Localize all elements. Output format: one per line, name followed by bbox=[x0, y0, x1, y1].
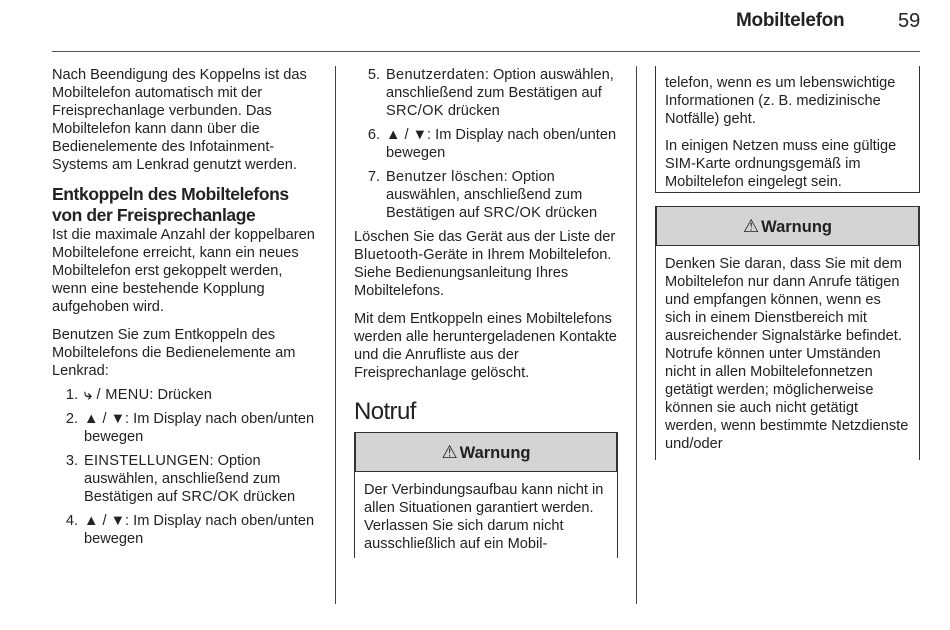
warning-box-continuation bbox=[655, 66, 920, 193]
page-number: 59 bbox=[898, 10, 921, 32]
column-2 bbox=[354, 66, 622, 392]
list-item bbox=[354, 168, 622, 222]
warning-label: Warnung bbox=[761, 218, 832, 236]
step-text: drücken bbox=[443, 103, 500, 119]
paragraph-unpair-instructions: Benutzen Sie zum Entkoppeln des Mobiltelefons die Bedienelemente am Lenkrad: bbox=[52, 327, 296, 379]
warning-box-notruf bbox=[354, 432, 618, 558]
step-number: 2. bbox=[65, 411, 78, 427]
section-heading-entkoppeln: Entkoppeln des Mobiltelefons von der Freisprechanlage bbox=[52, 184, 289, 225]
warning-header bbox=[656, 206, 919, 246]
step-number: 1. bbox=[65, 387, 78, 403]
button-label: SRC/OK bbox=[483, 205, 542, 221]
step-text: ▲ / ▼: Im Display nach oben/unten bewegen bbox=[84, 411, 315, 445]
intro-paragraph: Nach Beendigung des Koppelns ist das Mobiltelefon automatisch mit der Freisprechanlage verbunden. Das Mobiltelefon kann dann über die Bedienelemente des Infotainment-Systems am Lenkrad genutzt werden. bbox=[52, 67, 307, 173]
step-number: 3. bbox=[65, 453, 78, 469]
sim-card-text: In einigen Netzen muss eine gültige SIM-Karte ordnungsgemäß im Mobiltelefon eingelegt sein. bbox=[665, 138, 897, 190]
menu-key-label: / MENU bbox=[92, 387, 150, 403]
button-label: SRC/OK bbox=[386, 103, 444, 119]
continuation-text: telefon, wenn es um lebenswichtige Informationen (z. B. medizinische Notfälle) geht. bbox=[665, 75, 896, 127]
list-item bbox=[354, 66, 622, 120]
step-text: drücken bbox=[541, 205, 598, 221]
paragraph-contacts-deleted: Mit dem Entkoppeln eines Mobiltelefons werden alle heruntergeladenen Kontakte und die Anrufliste aus der Freisprechanlage gelöscht. bbox=[354, 311, 617, 381]
step-number: 7. bbox=[367, 169, 380, 185]
column-divider-2 bbox=[636, 66, 637, 604]
column-1 bbox=[52, 66, 320, 554]
list-item bbox=[52, 452, 320, 506]
warning-triangle-icon: ⚠ bbox=[441, 442, 458, 462]
warning-text: Denken Sie daran, dass Sie mit dem Mobiltelefon nur dann Anrufe tätigen und empfangen können, wenn es sich in einem Dienstbereich mit ausreichender Signalstärke befindet. Notrufe können unter Umständen nicht in allen Mobiltelefonnetzen getätigt werden; möglicherweise können sie auch nicht getätigt werden, wenn bestimmte Netzdienste und/oder bbox=[665, 256, 909, 452]
warning-box-signal bbox=[655, 206, 920, 460]
option-label: Benutzerdaten bbox=[386, 67, 485, 83]
step-text: : Option auswählen, anschließend zum Bestätigen auf bbox=[386, 169, 583, 221]
unpair-steps-list bbox=[52, 386, 320, 548]
phone-icon: ⤷ bbox=[84, 387, 93, 403]
warning-label: Warnung bbox=[459, 444, 531, 462]
step-number: 5. bbox=[367, 67, 380, 83]
step-text: : Drücken bbox=[149, 387, 212, 403]
section-heading-notruf: Notruf bbox=[354, 398, 416, 425]
button-label: SRC/OK bbox=[181, 489, 240, 505]
chapter-title: Mobiltelefon bbox=[736, 10, 845, 31]
warning-triangle-icon: ⚠ bbox=[742, 216, 760, 236]
paragraph-max-pairing: Ist die maximale Anzahl der koppelbaren Mobiltelefone erreicht, kann ein neues Mobiltelefon erst gekoppelt werden, wenn eine bestehende Kopplung aufgehoben wird. bbox=[52, 227, 315, 315]
bluetooth-label: Bluetooth bbox=[354, 247, 419, 263]
header-rule bbox=[52, 51, 920, 52]
list-item bbox=[52, 386, 320, 404]
step-text: drücken bbox=[239, 489, 296, 505]
list-item bbox=[52, 410, 320, 446]
warning-text: Der Verbindungsaufbau kann nicht in allen Situationen garantiert werden. Verlassen Sie sich darum nicht ausschließlich auf ein Mobil- bbox=[364, 482, 604, 552]
unpair-steps-list-continued bbox=[354, 66, 622, 222]
list-item bbox=[354, 126, 622, 162]
step-number: 4. bbox=[65, 513, 78, 529]
paragraph-delete-device: Löschen Sie das Gerät aus der Liste der Bluetooth-Geräte in Ihrem Mobiltelefon. Siehe Bedienungsanleitung Ihres Mobiltelefons. bbox=[354, 229, 616, 299]
step-text: ▲ / ▼: Im Display nach oben/unten bewegen bbox=[84, 513, 315, 547]
option-label: Benutzer löschen bbox=[386, 169, 504, 185]
list-item bbox=[52, 512, 320, 548]
warning-header bbox=[355, 432, 617, 472]
option-label: EINSTELLUNGEN bbox=[84, 453, 210, 469]
step-number: 6. bbox=[367, 127, 380, 143]
step-text: : Option auswählen, anschließend zum Bestätigen auf bbox=[84, 453, 281, 505]
column-divider-1 bbox=[335, 66, 336, 604]
step-text: : Option auswählen, anschließend zum Bestätigen auf bbox=[386, 67, 614, 101]
step-text: ▲ / ▼: Im Display nach oben/unten bewegen bbox=[386, 127, 617, 161]
